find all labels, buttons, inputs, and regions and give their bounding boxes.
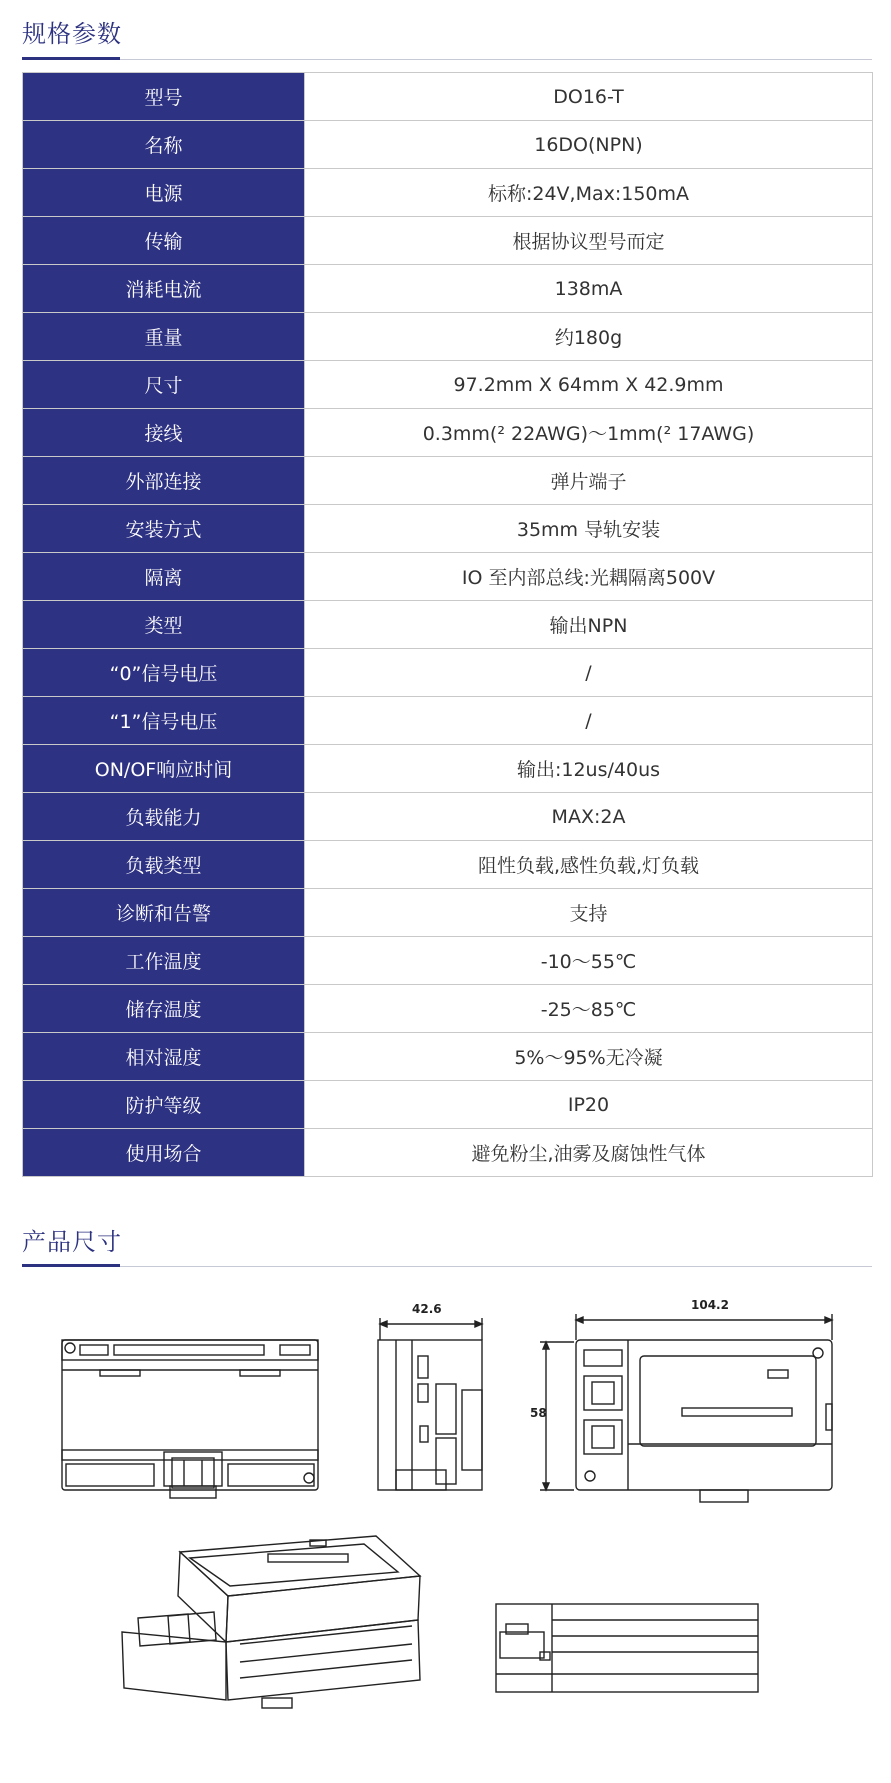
spec-label: 接线 bbox=[23, 409, 305, 457]
spec-label: ON/OF响应时间 bbox=[23, 745, 305, 793]
spec-label: 消耗电流 bbox=[23, 265, 305, 313]
spec-label: “0”信号电压 bbox=[23, 649, 305, 697]
spec-label: 隔离 bbox=[23, 553, 305, 601]
spec-row bbox=[23, 505, 873, 553]
specs-title-rule bbox=[22, 59, 872, 60]
spec-row bbox=[23, 601, 873, 649]
spec-label: 尺寸 bbox=[23, 361, 305, 409]
spec-row bbox=[23, 265, 873, 313]
spec-value: 138mA bbox=[305, 265, 873, 313]
spec-value: -10～55℃ bbox=[305, 937, 873, 985]
spec-label: 工作温度 bbox=[23, 937, 305, 985]
spec-value: 0.3mm(² 22AWG)～1mm(² 17AWG) bbox=[305, 409, 873, 457]
spec-table bbox=[22, 72, 873, 1177]
spec-value: 支持 bbox=[305, 889, 873, 937]
spec-value: 阻性负载,感性负载,灯负载 bbox=[305, 841, 873, 889]
spec-table-body bbox=[23, 73, 873, 1177]
spec-value: IP20 bbox=[305, 1081, 873, 1129]
spec-label: 相对湿度 bbox=[23, 1033, 305, 1081]
front-height-dimension: 58 bbox=[530, 1406, 547, 1420]
front-width-dimension: 104.2 bbox=[691, 1298, 729, 1312]
spec-row bbox=[23, 1081, 873, 1129]
spec-value: IO 至内部总线:光耦隔离500V bbox=[305, 553, 873, 601]
specs-title-underline bbox=[22, 57, 120, 60]
spec-row bbox=[23, 745, 873, 793]
spec-value: 输出NPN bbox=[305, 601, 873, 649]
dimensions-title-rule bbox=[22, 1266, 872, 1267]
spec-row bbox=[23, 121, 873, 169]
side-view-drawing bbox=[378, 1318, 482, 1490]
dimensions-section-title: 产品尺寸 bbox=[22, 1228, 122, 1256]
spec-value: -25～85℃ bbox=[305, 985, 873, 1033]
spec-label: 储存温度 bbox=[23, 985, 305, 1033]
spec-value: MAX:2A bbox=[305, 793, 873, 841]
spec-value: 16DO(NPN) bbox=[305, 121, 873, 169]
spec-row bbox=[23, 841, 873, 889]
spec-value: 97.2mm X 64mm X 42.9mm bbox=[305, 361, 873, 409]
spec-row bbox=[23, 937, 873, 985]
spec-value: 标称:24V,Max:150mA bbox=[305, 169, 873, 217]
side-width-dimension: 42.6 bbox=[412, 1302, 442, 1316]
dimension-drawings bbox=[0, 1280, 891, 1750]
spec-value: 输出:12us/40us bbox=[305, 745, 873, 793]
spec-value: 弹片端子 bbox=[305, 457, 873, 505]
spec-label: 型号 bbox=[23, 73, 305, 121]
spec-label: 防护等级 bbox=[23, 1081, 305, 1129]
spec-label: 电源 bbox=[23, 169, 305, 217]
spec-value: / bbox=[305, 649, 873, 697]
spec-label: 诊断和告警 bbox=[23, 889, 305, 937]
spec-row bbox=[23, 649, 873, 697]
spec-value: 35mm 导轨安装 bbox=[305, 505, 873, 553]
rear-view-drawing bbox=[496, 1604, 758, 1692]
dimension-drawings-svg bbox=[0, 1280, 891, 1750]
front-view-drawing bbox=[540, 1314, 832, 1502]
isometric-view-drawing bbox=[122, 1536, 420, 1708]
spec-row bbox=[23, 313, 873, 361]
specs-section-title: 规格参数 bbox=[22, 20, 122, 48]
spec-row bbox=[23, 793, 873, 841]
spec-value: 5%～95%无冷凝 bbox=[305, 1033, 873, 1081]
spec-row bbox=[23, 985, 873, 1033]
spec-label: 外部连接 bbox=[23, 457, 305, 505]
top-view-drawing bbox=[62, 1340, 318, 1498]
spec-value: 根据协议型号而定 bbox=[305, 217, 873, 265]
spec-row bbox=[23, 697, 873, 745]
spec-label: 使用场合 bbox=[23, 1129, 305, 1177]
spec-row bbox=[23, 1129, 873, 1177]
spec-row bbox=[23, 889, 873, 937]
spec-value: DO16-T bbox=[305, 73, 873, 121]
spec-label: 重量 bbox=[23, 313, 305, 361]
spec-row bbox=[23, 361, 873, 409]
spec-row bbox=[23, 73, 873, 121]
spec-label: 安装方式 bbox=[23, 505, 305, 553]
isometric-terminal-block bbox=[240, 1626, 412, 1678]
spec-row bbox=[23, 217, 873, 265]
spec-row bbox=[23, 1033, 873, 1081]
spec-row bbox=[23, 409, 873, 457]
spec-value: 约180g bbox=[305, 313, 873, 361]
spec-row bbox=[23, 457, 873, 505]
spec-row bbox=[23, 169, 873, 217]
spec-label: “1”信号电压 bbox=[23, 697, 305, 745]
spec-label: 名称 bbox=[23, 121, 305, 169]
spec-row bbox=[23, 553, 873, 601]
spec-label: 负载类型 bbox=[23, 841, 305, 889]
spec-label: 负载能力 bbox=[23, 793, 305, 841]
spec-label: 传输 bbox=[23, 217, 305, 265]
spec-value: / bbox=[305, 697, 873, 745]
spec-label: 类型 bbox=[23, 601, 305, 649]
dimensions-title-underline bbox=[22, 1264, 120, 1267]
spec-value: 避免粉尘,油雾及腐蚀性气体 bbox=[305, 1129, 873, 1177]
